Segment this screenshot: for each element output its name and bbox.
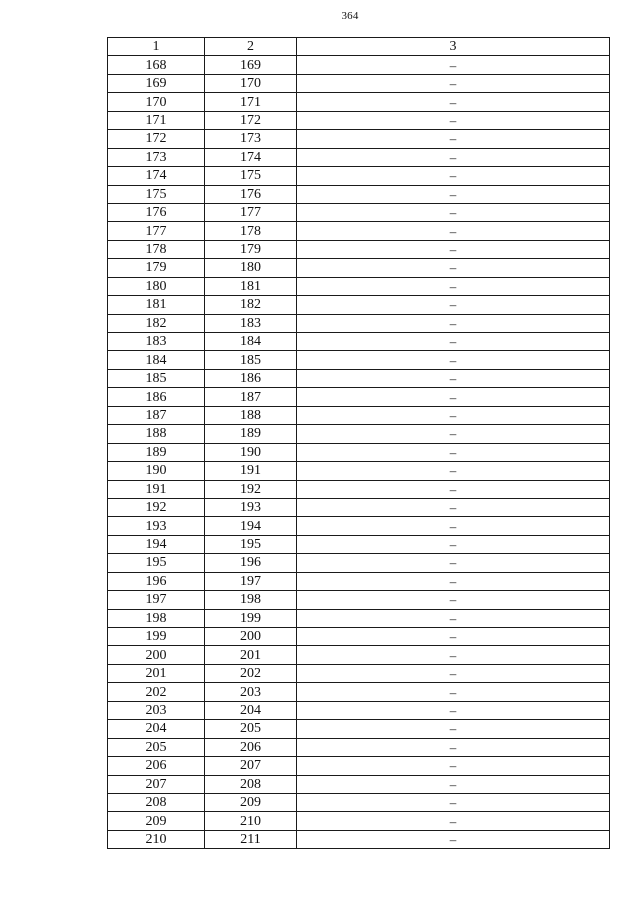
table-row [108,646,610,664]
table-cell-col-2: 211 [205,830,297,848]
table-cell-col-1: 190 [108,462,205,480]
table-cell-col-3: – [297,167,610,185]
table-row [108,111,610,129]
table-cell-col-3: – [297,757,610,775]
table-row [108,480,610,498]
table-row [108,259,610,277]
table-row [108,572,610,590]
table-cell-col-1: 202 [108,683,205,701]
table-cell-col-2: 176 [205,185,297,203]
table-cell-col-2: 206 [205,738,297,756]
table-row [108,498,610,516]
table-cell-col-2: 186 [205,369,297,387]
table-cell-col-1: 210 [108,830,205,848]
table-cell-col-2: 188 [205,406,297,424]
table-cell-col-3: – [297,628,610,646]
table-cell-col-1: 180 [108,277,205,295]
table-cell-col-3: – [297,443,610,461]
table-cell-col-3: – [297,830,610,848]
table-cell-col-1: 186 [108,388,205,406]
table-row [108,591,610,609]
page-number: 364 [341,10,359,22]
table-row [108,277,610,295]
table-row [108,167,610,185]
table-cell-col-2: 205 [205,720,297,738]
table-cell-col-2: 175 [205,167,297,185]
table-cell-col-3: – [297,148,610,166]
column-header-2: 2 [205,38,297,56]
table-cell-col-1: 178 [108,240,205,258]
table-cell-col-1: 203 [108,701,205,719]
table-cell-col-2: 200 [205,628,297,646]
table-row [108,314,610,332]
table-cell-col-3: – [297,591,610,609]
table-cell-col-3: – [297,683,610,701]
table-cell-col-2: 208 [205,775,297,793]
table-row [108,369,610,387]
table-row [108,222,610,240]
table-cell-col-1: 172 [108,130,205,148]
table-row [108,56,610,74]
table-header [108,38,610,56]
table-cell-col-1: 192 [108,498,205,516]
table-cell-col-3: – [297,646,610,664]
table-row [108,738,610,756]
table-cell-col-2: 189 [205,425,297,443]
table-cell-col-2: 184 [205,333,297,351]
table-cell-col-2: 196 [205,554,297,572]
table-cell-col-3: – [297,93,610,111]
table-cell-col-3: – [297,296,610,314]
table-cell-col-1: 175 [108,185,205,203]
table-cell-col-3: – [297,185,610,203]
table-row [108,701,610,719]
header-row [108,38,610,56]
table-cell-col-1: 204 [108,720,205,738]
table-cell-col-2: 177 [205,203,297,221]
table-cell-col-2: 197 [205,572,297,590]
table-cell-col-2: 172 [205,111,297,129]
table-row [108,185,610,203]
table-cell-col-2: 173 [205,130,297,148]
table-cell-col-3: – [297,259,610,277]
table-cell-col-3: – [297,369,610,387]
table-cell-col-3: – [297,498,610,516]
table-cell-col-2: 174 [205,148,297,166]
table-cell-col-2: 191 [205,462,297,480]
table-cell-col-1: 205 [108,738,205,756]
table-cell-col-1: 200 [108,646,205,664]
table-cell-col-2: 190 [205,443,297,461]
table-cell-col-1: 169 [108,74,205,92]
table-row [108,720,610,738]
table-cell-col-1: 189 [108,443,205,461]
table-cell-col-2: 182 [205,296,297,314]
table-row [108,74,610,92]
table-cell-col-2: 210 [205,812,297,830]
table-cell-col-1: 195 [108,554,205,572]
table-row [108,148,610,166]
table-row [108,406,610,424]
table-cell-col-1: 187 [108,406,205,424]
table-cell-col-3: – [297,554,610,572]
data-table [107,37,610,849]
table-cell-col-1: 185 [108,369,205,387]
table-row [108,203,610,221]
table-cell-col-1: 198 [108,609,205,627]
table-row [108,793,610,811]
table-cell-col-3: – [297,240,610,258]
table-cell-col-3: – [297,738,610,756]
table-cell-col-3: – [297,406,610,424]
table-cell-col-1: 182 [108,314,205,332]
table-cell-col-3: – [297,314,610,332]
table-cell-col-1: 197 [108,591,205,609]
table-row [108,812,610,830]
table-cell-col-1: 184 [108,351,205,369]
table-cell-col-2: 180 [205,259,297,277]
table-row [108,351,610,369]
table-body [108,56,610,849]
table-row [108,240,610,258]
table-cell-col-2: 207 [205,757,297,775]
column-header-3: 3 [297,38,610,56]
table-cell-col-3: – [297,351,610,369]
table-cell-col-2: 202 [205,664,297,682]
table-cell-col-1: 176 [108,203,205,221]
table-cell-col-1: 183 [108,333,205,351]
table-row [108,93,610,111]
table-row [108,296,610,314]
table-cell-col-2: 179 [205,240,297,258]
table-cell-col-3: – [297,203,610,221]
table-cell-col-3: – [297,462,610,480]
table-cell-col-1: 181 [108,296,205,314]
table-cell-col-3: – [297,425,610,443]
table-row [108,462,610,480]
table-cell-col-1: 201 [108,664,205,682]
table-cell-col-2: 209 [205,793,297,811]
table-row [108,664,610,682]
table-row [108,333,610,351]
table-cell-col-3: – [297,277,610,295]
table-cell-col-3: – [297,333,610,351]
table-cell-col-2: 204 [205,701,297,719]
table-cell-col-3: – [297,664,610,682]
table-cell-col-2: 183 [205,314,297,332]
table-cell-col-1: 194 [108,535,205,553]
table-cell-col-2: 193 [205,498,297,516]
table-cell-col-1: 199 [108,628,205,646]
table-cell-col-3: – [297,609,610,627]
table-cell-col-2: 181 [205,277,297,295]
table-cell-col-2: 169 [205,56,297,74]
table-cell-col-1: 174 [108,167,205,185]
table-row [108,830,610,848]
table-row [108,554,610,572]
table-cell-col-3: – [297,517,610,535]
table-cell-col-3: – [297,720,610,738]
table-row [108,425,610,443]
table-cell-col-3: – [297,812,610,830]
table-row [108,443,610,461]
table-cell-col-1: 206 [108,757,205,775]
table-cell-col-1: 179 [108,259,205,277]
table-cell-col-1: 193 [108,517,205,535]
table-cell-col-2: 198 [205,591,297,609]
table-cell-col-2: 199 [205,609,297,627]
table-cell-col-3: – [297,701,610,719]
column-header-1: 1 [108,38,205,56]
table-row [108,388,610,406]
table-cell-col-2: 170 [205,74,297,92]
table-cell-col-3: – [297,222,610,240]
table-cell-col-1: 173 [108,148,205,166]
table-cell-col-1: 168 [108,56,205,74]
table-cell-col-1: 209 [108,812,205,830]
table-cell-col-1: 191 [108,480,205,498]
table-cell-col-1: 208 [108,793,205,811]
table-row [108,757,610,775]
table-row [108,609,610,627]
table-cell-col-1: 196 [108,572,205,590]
table-cell-col-3: – [297,535,610,553]
table-row [108,517,610,535]
table-cell-col-3: – [297,775,610,793]
table-cell-col-3: – [297,130,610,148]
table-cell-col-2: 192 [205,480,297,498]
table-cell-col-3: – [297,111,610,129]
table-cell-col-2: 171 [205,93,297,111]
table-cell-col-2: 178 [205,222,297,240]
table-cell-col-1: 188 [108,425,205,443]
table-cell-col-3: – [297,793,610,811]
table-cell-col-3: – [297,572,610,590]
table-cell-col-2: 203 [205,683,297,701]
table-row [108,775,610,793]
table-row [108,130,610,148]
table-row [108,628,610,646]
table-cell-col-1: 177 [108,222,205,240]
table-cell-col-1: 171 [108,111,205,129]
table-cell-col-3: – [297,56,610,74]
table-cell-col-1: 207 [108,775,205,793]
table-cell-col-2: 187 [205,388,297,406]
table-row [108,683,610,701]
table-cell-col-3: – [297,74,610,92]
table-cell-col-2: 201 [205,646,297,664]
table-cell-col-2: 195 [205,535,297,553]
table-cell-col-1: 170 [108,93,205,111]
table-cell-col-2: 194 [205,517,297,535]
table-cell-col-2: 185 [205,351,297,369]
table-cell-col-3: – [297,388,610,406]
table-row [108,535,610,553]
table-cell-col-3: – [297,480,610,498]
